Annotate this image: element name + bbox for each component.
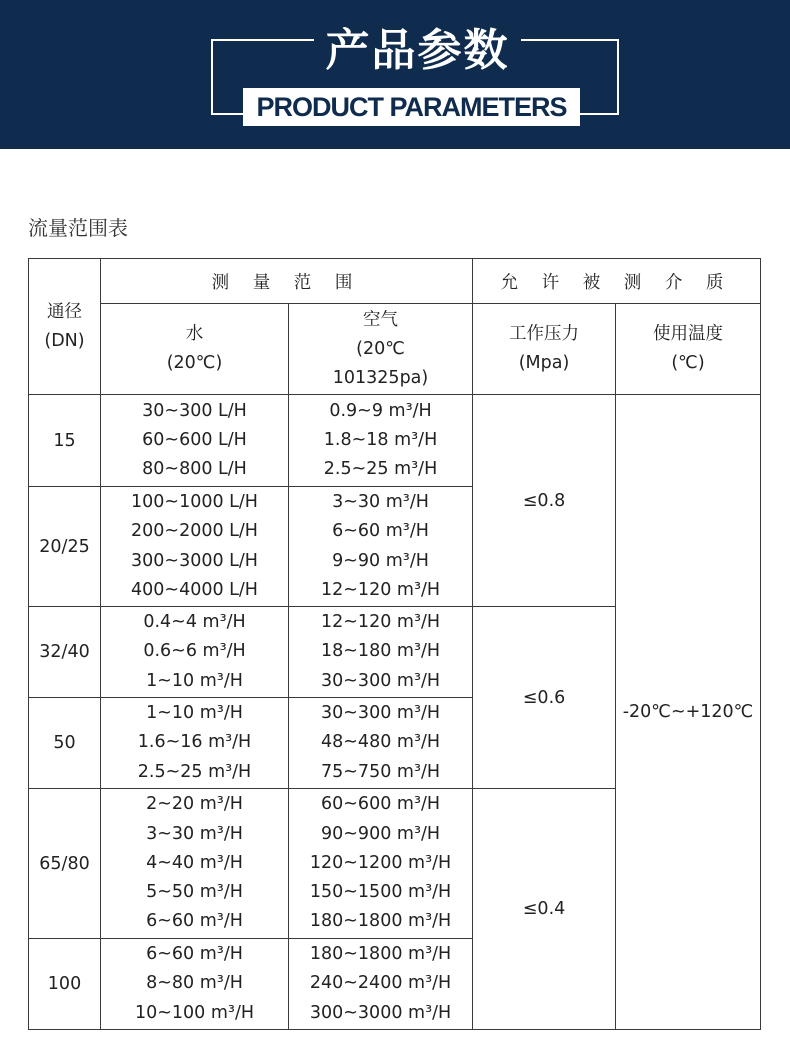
frame-line bbox=[211, 113, 243, 115]
header-pressure-label: 工作压力 bbox=[509, 324, 580, 344]
air-range-value: 1.8~18 m³/H bbox=[323, 429, 438, 450]
air-range-value: 12~120 m³/H bbox=[321, 612, 441, 633]
dn-cell: 65/80 bbox=[29, 789, 101, 939]
water-range-value: 0.6~6 m³/H bbox=[143, 641, 246, 662]
air-range-value: 18~180 m³/H bbox=[321, 641, 441, 662]
air-range-value: 120~1200 m³/H bbox=[309, 852, 452, 873]
water-range-value: 0.4~4 m³/H bbox=[143, 612, 246, 633]
header-temperature bbox=[616, 304, 761, 395]
water-range-value: 3~30 m³/H bbox=[146, 823, 243, 844]
frame-line bbox=[580, 113, 619, 115]
pressure-cell: ≤0.4 bbox=[473, 789, 616, 1030]
air-range-value: 30~300 m³/H bbox=[321, 670, 441, 691]
air-range-value: 6~60 m³/H bbox=[332, 521, 429, 542]
air-range-value: 240~2400 m³/H bbox=[309, 973, 452, 994]
header-allowed-medium: 允 许 被 测 介 质 bbox=[473, 259, 761, 304]
frame-line bbox=[617, 39, 619, 115]
header-temperature-unit: (℃) bbox=[671, 353, 705, 373]
header-water-condition: (20℃) bbox=[166, 353, 223, 373]
header-air-label: 空气 bbox=[363, 309, 398, 330]
header-air bbox=[289, 304, 473, 395]
pressure-cell: ≤0.8 bbox=[473, 395, 616, 607]
air-range-value: 180~1800 m³/H bbox=[309, 911, 452, 932]
header-air-condition: (20℃ bbox=[356, 338, 405, 359]
header-pressure-unit: (Mpa) bbox=[518, 353, 570, 373]
water-range-value: 400~4000 L/H bbox=[131, 579, 258, 600]
air-range-cell bbox=[289, 789, 473, 939]
dn-cell: 100 bbox=[29, 939, 101, 1030]
air-range-value: 30~300 m³/H bbox=[321, 703, 441, 724]
water-range-cell bbox=[101, 395, 289, 487]
water-range-value: 1.6~16 m³/H bbox=[137, 732, 252, 753]
water-range-value: 1~10 m³/H bbox=[146, 703, 243, 724]
water-range-value: 60~600 L/H bbox=[142, 429, 247, 450]
header-water bbox=[101, 304, 289, 395]
water-range-cell bbox=[101, 698, 289, 789]
water-range-value: 2.5~25 m³/H bbox=[137, 761, 252, 782]
header-measure-range: 测 量 范 围 bbox=[101, 259, 473, 304]
flow-range-table bbox=[28, 258, 761, 1030]
air-range-cell bbox=[289, 607, 473, 698]
temperature-cell: -20℃~+120℃ bbox=[616, 395, 761, 1030]
water-range-value: 200~2000 L/H bbox=[131, 521, 258, 542]
air-range-value: 48~480 m³/H bbox=[321, 732, 441, 753]
header-temperature-label: 使用温度 bbox=[653, 324, 724, 344]
air-range-value: 300~3000 m³/H bbox=[309, 1002, 452, 1023]
header-water-label: 水 bbox=[185, 324, 204, 344]
frame-line bbox=[521, 39, 619, 41]
water-range-value: 1~10 m³/H bbox=[146, 670, 243, 691]
water-range-cell bbox=[101, 607, 289, 698]
banner-title: 产品参数 bbox=[325, 25, 510, 76]
air-range-value: 75~750 m³/H bbox=[321, 761, 441, 782]
dn-cell: 15 bbox=[29, 395, 101, 487]
air-range-cell bbox=[289, 939, 473, 1030]
air-range-value: 2.5~25 m³/H bbox=[323, 459, 438, 480]
water-range-value: 10~100 m³/H bbox=[134, 1002, 254, 1023]
water-range-value: 100~1000 L/H bbox=[131, 491, 258, 512]
air-range-value: 9~90 m³/H bbox=[332, 550, 429, 571]
air-range-cell bbox=[289, 698, 473, 789]
water-range-value: 4~40 m³/H bbox=[146, 852, 243, 873]
header-dn-label: 通径 bbox=[47, 301, 82, 322]
table-caption: 流量范围表 bbox=[28, 216, 128, 240]
water-range-value: 300~3000 L/H bbox=[131, 550, 258, 571]
water-range-value: 5~50 m³/H bbox=[146, 882, 243, 903]
dn-cell: 50 bbox=[29, 698, 101, 789]
dn-cell: 20/25 bbox=[29, 487, 101, 607]
frame-line bbox=[211, 39, 213, 115]
header-dn-unit: (DN) bbox=[44, 330, 85, 351]
dn-cell: 32/40 bbox=[29, 607, 101, 698]
banner-subtitle: PRODUCT PARAMETERS bbox=[243, 88, 580, 126]
water-range-value: 2~20 m³/H bbox=[146, 794, 243, 815]
air-range-value: 180~1800 m³/H bbox=[309, 944, 452, 965]
water-range-cell bbox=[101, 939, 289, 1030]
header-banner bbox=[0, 0, 790, 149]
header-dn bbox=[29, 259, 101, 395]
water-range-value: 6~60 m³/H bbox=[146, 911, 243, 932]
water-range-value: 8~80 m³/H bbox=[146, 973, 243, 994]
air-range-cell bbox=[289, 487, 473, 607]
table-row bbox=[29, 395, 761, 487]
air-range-value: 90~900 m³/H bbox=[321, 823, 441, 844]
water-range-value: 6~60 m³/H bbox=[146, 944, 243, 965]
header-air-pressure: 101325pa) bbox=[332, 367, 429, 388]
air-range-value: 3~30 m³/H bbox=[332, 491, 429, 512]
air-range-value: 12~120 m³/H bbox=[321, 579, 441, 600]
air-range-value: 150~1500 m³/H bbox=[309, 882, 452, 903]
water-range-cell bbox=[101, 789, 289, 939]
water-range-value: 30~300 L/H bbox=[142, 400, 247, 421]
frame-line bbox=[211, 39, 314, 41]
header-pressure bbox=[473, 304, 616, 395]
water-range-cell bbox=[101, 487, 289, 607]
water-range-value: 80~800 L/H bbox=[142, 459, 247, 480]
pressure-cell: ≤0.6 bbox=[473, 607, 616, 789]
air-range-value: 0.9~9 m³/H bbox=[329, 400, 432, 421]
air-range-value: 60~600 m³/H bbox=[321, 794, 441, 815]
air-range-cell bbox=[289, 395, 473, 487]
